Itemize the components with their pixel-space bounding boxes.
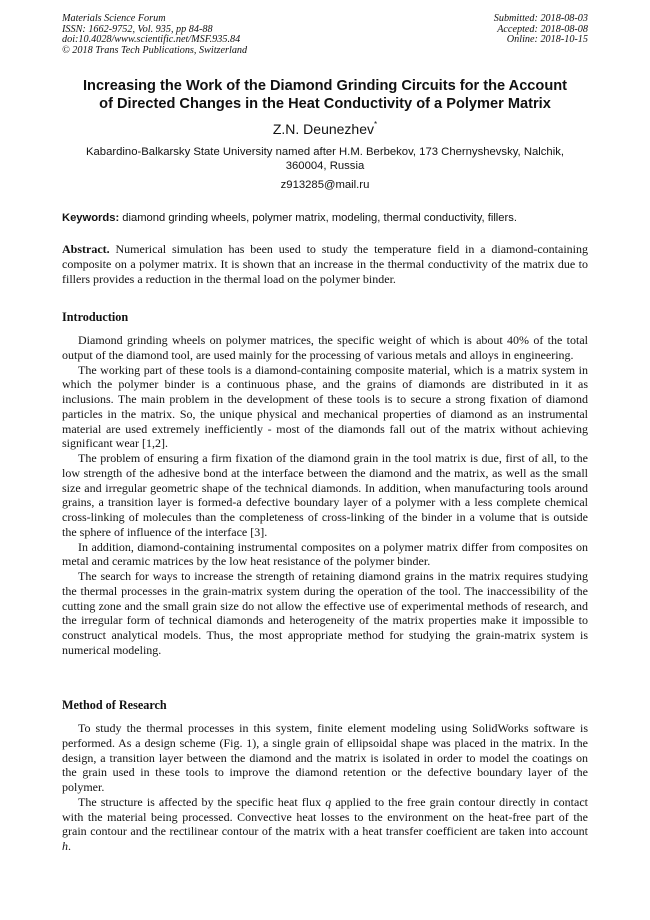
affiliation-line-2: 360004, Russia — [285, 160, 365, 173]
method-text: The structure is affected by the specific heat flux — [78, 794, 326, 809]
issn-line: ISSN: 1662-9752, Vol. 935, pp 84-88 — [62, 23, 213, 35]
accepted-date: Accepted: 2018-08-08 — [497, 23, 588, 35]
affiliation-line-1: Kabardino-Balkarsky State University named after H.M. Berbekov, 173 Chernyshevsky, Nalchik, — [85, 146, 564, 158]
journal-info — [62, 14, 247, 56]
publication-dates — [494, 14, 588, 46]
online-date: Online: 2018-10-15 — [506, 34, 588, 46]
paper-title — [40, 77, 610, 113]
abstract-label: Abstract. — [62, 242, 110, 256]
heat-transfer-symbol: h — [62, 839, 68, 853]
affiliation — [55, 145, 595, 174]
introduction-section — [62, 333, 588, 658]
intro-paragraph: The search for ways to increase the strength of retaining diamond grains in the matrix requires studying the thermal processes in the grain-matrix system during the operation of the tool. The inaccessibility of the cutting zone and the small grain size do not allow the effective use of experimental methods of research, and the irregular form of technical diamonds and heterogeneity of the matrix properties make it impossible to construct analytical models. Thus, the most appropriate method for studying the grain-matrix system is numerical modeling. — [62, 569, 588, 657]
author-name: Z.N. Deunezhev — [272, 121, 375, 137]
introduction-heading: Introduction — [62, 310, 129, 324]
intro-paragraph: In addition, diamond-containing instrumental composites on a polymer matrix differ from composites on metal and ceramic matrices by the low heat resistance of the polymer binder. — [62, 539, 588, 569]
intro-paragraph: The problem of ensuring a firm fixation of the diamond grain in the tool matrix is due, first of all, to the low strength of the adhesive bond at the interface between the diamond and the matrix, as well as the small size and irregular geometric shape of the technical diamonds. In addition, when manufacturing tools around grains, a transition layer is formed-a defective boundary layer of a polymer with a less complete chemical cross-linking of molecules than the completeness of cross-linking of the binder in a volume that is outside the sphere of influence of the interface [3]. — [62, 451, 588, 539]
intro-paragraph: Diamond grinding wheels on polymer matrices, the specific weight of which is about 40% of the total output of the diamond tool, are used mainly for the processing of various metals and alloys in engineering. — [62, 333, 588, 362]
submitted-date: Submitted: 2018-08-03 — [493, 13, 588, 24]
abstract — [62, 242, 588, 286]
author-email: z913285@mail.ru — [280, 179, 370, 191]
keywords — [62, 211, 592, 225]
method-paragraph — [62, 795, 588, 854]
corresponding-author-mark: * — [374, 120, 378, 129]
keywords-text: diamond grinding wheels, polymer matrix, modeling, thermal conductivity, fillers. — [119, 212, 517, 224]
author-line — [0, 121, 650, 138]
method-text: applied to the free grain contour directly in contact with the material being processed. Convective heat losses to the environment on the heat-free part of the grain contour and the rectilinear contour of the matrix with a heat transfer coefficient are taken into account — [62, 794, 588, 839]
intro-paragraph: The working part of these tools is a diamond-containing composite material, which is a matrix system in which the polymer binder is a continuous phase, and the grains of diamonds are distributed in it as inclusions. The main problem in the development of these tools is to secure a strong fixation of diamond particles in the matrix. So, the unique physical and mechanical properties of diamond as an instrumental material are used extremely inefficiently - most of the diamonds fall out of the matrix without achieving significant wear [1,2]. — [62, 362, 588, 451]
method-text: . — [68, 839, 71, 853]
abstract-text: Numerical simulation has been used to study the temperature field in a diamond-containing composite on a polymer matrix. It is shown that an increase in the thermal conductivity of the matrix due to fillers provides a reduction in the thermal load on the polymer binder. — [62, 242, 588, 286]
keywords-label: Keywords: — [62, 212, 120, 224]
doi-line: doi:10.4028/www.scientific.net/MSF.935.84 — [62, 34, 241, 46]
title-line-1: Increasing the Work of the Diamond Grinding Circuits for the Account — [82, 78, 568, 94]
heat-flux-symbol: q — [325, 794, 332, 809]
method-paragraph: To study the thermal processes in this system, finite element modeling using SolidWorks software is performed. As a design scheme (Fig. 1), a single grain of ellipsoidal shape was placed in the matrix. In the design, a transition layer between the diamond and the matrix is isolated in order to model the coatings on the grain used in these tools to improve the diamond retention or the defective boundary layer of the polymer. — [62, 721, 588, 794]
journal-name: Materials Science Forum — [62, 13, 166, 24]
method-section — [62, 721, 588, 854]
copyright-line: © 2018 Trans Tech Publications, Switzerland — [62, 44, 248, 56]
title-line-2: of Directed Changes in the Heat Conductivity of a Polymer Matrix — [99, 96, 551, 112]
method-heading: Method of Research — [62, 698, 167, 712]
